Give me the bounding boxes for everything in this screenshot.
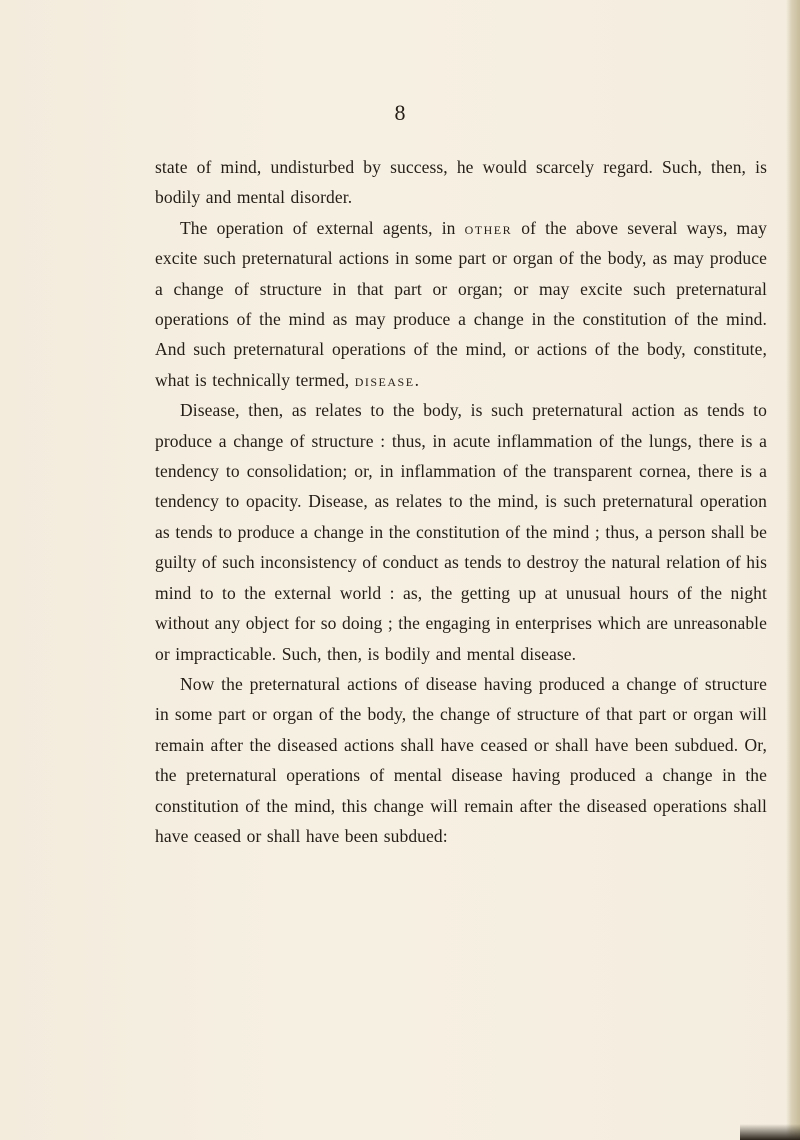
text-run: Now the preternatural actions of disease having produced a change of structure in some part or organ of the body, the change of structure of that part or organ will remain after the diseased actions shall have ceased or shall have been subdued. Or, the preternatural operations of mental disease having produced a change in the constitution of the mind, this change will remain after the diseased operations shall have ceased or shall have been subdued: [155,673,767,846]
body-text [155,152,767,851]
text-run: Disease, then, as relates to the body, is such preternatural action as tends to produce a change of structure : thus, in acute inflammation of the lungs, there is a tendency to consolidation; or, in inflammation of the transparent cornea, there is a tendency to opacity. Disease, as relates to the mind, is such preternatural operation as tends to produce a change in the constitution of the mind ; thus, a person shall be guilty of such inconsistency of conduct as tends to destroy the natural relation of his mind to to the external world : as, the getting up at unusual hours of the night without any object for so doing ; the engaging in enterprises which are unreasonable or impracticable. Such, then, is bodily and mental disease. [155,400,767,664]
paragraph-1 [155,152,767,213]
paragraph-4 [155,669,767,851]
page-number: 8 [394,100,406,125]
paragraph-3 [155,395,767,669]
text-run: state of mind, undisturbed by success, he would scarcely regard. Such, then, is bodily and mental disorder. [155,157,767,208]
paragraph-2 [155,213,767,395]
page-edge [786,0,800,1140]
binding-shadow [740,1124,800,1140]
small-caps-term: other [464,217,513,238]
text-run: The operation of external agents, in [180,217,465,238]
text-run: . [414,369,420,390]
text-run: of the above several ways, may excite such preternatural actions in some part or organ of the body, as may produce a change of structure in that part or organ; or may excite such preternatural operations of the mind as may produce a change in the constitution of the mind. And such preternatural operations of the mind, or actions of the body, constitute, what is technically termed, [155,217,767,390]
small-caps-term: disease [354,369,415,390]
